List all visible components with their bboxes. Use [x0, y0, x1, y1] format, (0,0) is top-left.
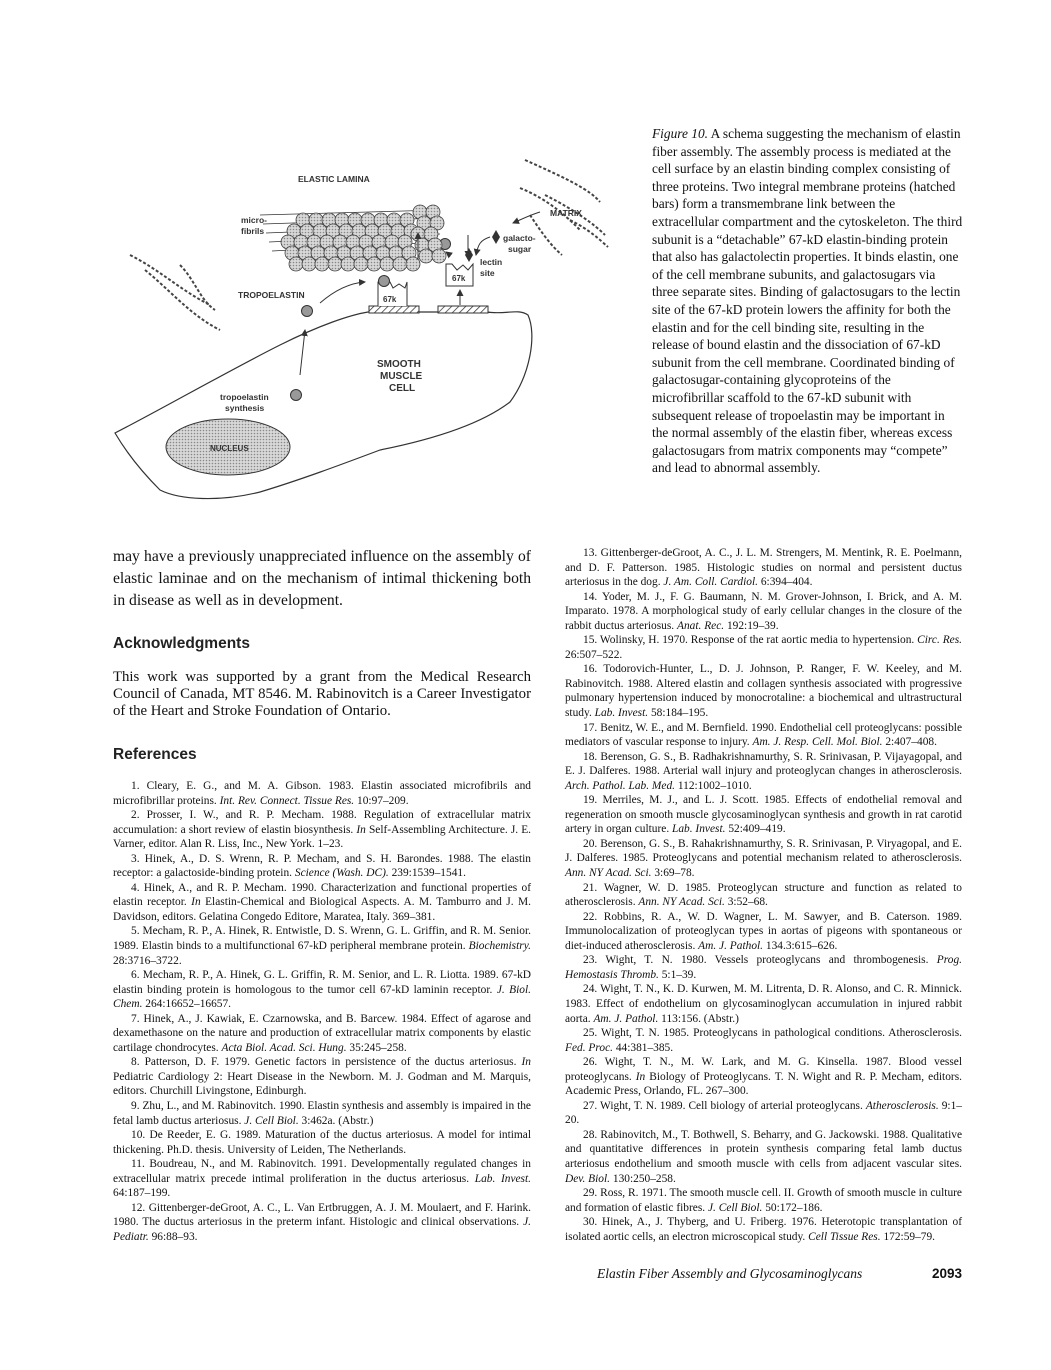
svg-text:SMOOTH: SMOOTH — [377, 359, 421, 370]
page-footer — [597, 1266, 962, 1282]
reference-journal: J. Biol. Chem. — [113, 983, 531, 1011]
reference-journal: Science (Wash. DC). — [294, 867, 389, 880]
reference-pre: 16. Todorovich-Hunter, L., D. J. Johnson, P. Ranger, F. W. Keeley, and M. Rabinovitch. 1988. Altered elastin and collagen synthesis associated with progressive pulmonary hypertension induced by monocrotaline: a biochemical and ultrastructural study. — [565, 663, 962, 720]
reference-pre: 3. Hinek, A., D. S. Wrenn, R. P. Mecham, and S. H. Barondes. 1988. The elastin receptor: a galactoside-binding protein. — [113, 852, 531, 880]
reference-post: 44:381–385. — [612, 1041, 674, 1054]
reference-post: Biology of Proteoglycans. T. N. Wight and R. P. Mecham, editors. Academic Press, Orlando, FL. 267–300. — [565, 1070, 962, 1098]
reference-item — [113, 1055, 531, 1099]
cell-outline — [115, 312, 532, 499]
reference-post: 172:59–79. — [880, 1230, 936, 1243]
reference-journal: In — [191, 896, 201, 909]
reference-pre: 28. Rabinovitch, M., T. Bothwell, S. Beharry, and G. Jackowski. 1988. Qualitative and quantitative differences in protein synthesis comparing fetal lamb ductus arteriosus endothelium and smooth muscle with cells from adjacent vascular sites. — [565, 1128, 962, 1170]
reference-item — [565, 953, 962, 982]
svg-text:sugar: sugar — [508, 244, 532, 254]
reference-pre: 20. Berenson, G. S., B. Rahakrishnamurthy, S. R. Srinivasan, P. Viryagopal, and E. J. Dalferes. 1985. Proteoglycans and potential mechanism related to atherosclerosis. — [565, 837, 962, 865]
reference-item — [113, 1157, 531, 1201]
lamina-elastin-globule — [367, 257, 381, 271]
reference-pre: 8. Patterson, D. F. 1979. Genetic factors in persistence of the ductus arteriosus. — [131, 1056, 522, 1069]
reference-post: 96:88–93. — [148, 1230, 198, 1243]
reference-item — [113, 1099, 531, 1128]
lamina-elastin-globule — [380, 257, 394, 271]
reference-post: 50:172–186. — [762, 1201, 823, 1214]
svg-text:lectin: lectin — [480, 257, 503, 267]
reference-post: 10:97–209. — [354, 794, 409, 807]
reference-pre: 30. Hinek, A., J. Thyberg, and U. Friberg. 1976. Heterotopic transplantation of isolated aortic cells, an electron microscopical study. — [565, 1216, 962, 1243]
reference-post: Pediatric Cardiology 2: Heart Disease in the Newborn. M. J. Godman and M. Marquis, editors. Churchill Livingstone, Edinburgh. — [113, 1070, 531, 1098]
reference-pre: 21. Wagner, W. D. 1985. Proteoglycan structure and function as related to atherosclerosis. — [565, 881, 962, 909]
reference-journal: In — [521, 1056, 531, 1069]
reference-journal: Lab. Invest. — [672, 823, 726, 836]
reference-post: 64:187–199. — [113, 1187, 171, 1200]
reference-item — [565, 1186, 962, 1215]
reference-journal: Am. J. Pathol. — [698, 939, 764, 952]
reference-pre: 10. De Reeder, E. G. 1989. Maturation of the ductus arteriosus. A model for intimal thickening. Ph.D. thesis. University of Leiden, The Netherlands. — [113, 1129, 531, 1156]
running-title: Elastin Fiber Assembly and Glycosaminoglycans — [597, 1266, 863, 1281]
reference-journal: Ann. NY Acad. Sci. — [565, 867, 652, 880]
reference-pre: 7. Hinek, A., J. Kawiak, E. Czarnowska, and B. Barcew. 1984. Effect of agarose and dexamethasone on the nature and production of extracellular matrix components by elastic cartilage chondrocytes. — [113, 1012, 531, 1054]
reference-item — [113, 968, 531, 1012]
reference-pre: 15. Wolinsky, H. 1970. Response of the rat aortic media to hypertension. — [583, 634, 918, 647]
reference-pre: 6. Mecham, R. P., A. Hinek, G. L. Griffin, R. M. Senior, and L. R. Liotta. 1989. 67-kD elastin binding protein is homologous to the tumor cell 67-kD laminin receptor. — [113, 969, 531, 996]
lamina-elastin-globule — [302, 257, 316, 271]
acknowledgments-heading: Acknowledgments — [113, 635, 250, 652]
reference-post: Self-Assembling Architecture. J. E. Varner, editor. Alan R. Liss, Inc., New York. 1–23. — [113, 823, 531, 851]
page-number: 2093 — [931, 1266, 962, 1281]
lamina-elastin-globule — [315, 257, 329, 271]
svg-text:MATRIX: MATRIX — [550, 208, 582, 218]
reference-journal: Am. J. Pathol. — [593, 1012, 659, 1025]
reference-journal: Atherosclerosis. — [865, 1099, 939, 1112]
reference-item — [113, 1128, 531, 1157]
reference-pre: 12. Gittenberger-deGroot, A. C., L. Van Ertbruggen, A. J. M. Moulaert, and F. Harink. 1980. The ductus arteriosus in the preterm infant. Histologic and clinical observations. — [113, 1201, 531, 1229]
svg-text:NUCLEUS — [210, 444, 249, 453]
reference-post: 26:507–522. — [565, 648, 623, 661]
reference-journal: Ann. NY Acad. Sci. — [638, 896, 725, 909]
reference-pre: 27. Wight, T. N. 1989. Cell biology of arterial proteoglycans. — [583, 1099, 866, 1112]
reference-item — [565, 1128, 962, 1186]
lamina-elastin-globule — [328, 257, 342, 271]
reference-pre: 29. Ross, R. 1971. The smooth muscle cell. II. Growth of smooth muscle in culture and formation of elastic fibres. — [565, 1187, 962, 1214]
svg-text:TROPOELASTIN: TROPOELASTIN — [238, 290, 305, 300]
reference-item — [565, 881, 962, 910]
reference-journal: Circ. Res. — [917, 634, 963, 647]
lamina-elastin-globule — [341, 257, 355, 271]
reference-item — [113, 924, 531, 968]
reference-item — [565, 1215, 962, 1244]
reference-post: 28:3716–3722. — [113, 954, 182, 967]
reference-item — [565, 721, 962, 750]
membrane-protein-left — [369, 306, 419, 313]
reference-pre: 5. Mecham, R. P., A. Hinek, R. Entwistle, D. S. Wrenn, G. L. Griffin, and R. M. Senior. 1989. Elastin binds to a multifunctional 67-kD peripheral membrane protein. — [113, 925, 531, 953]
reference-item — [113, 779, 531, 808]
left-column — [113, 546, 531, 1245]
reference-pre: 19. Merriles, M. J., and L. J. Scott. 1985. Effects of endothelial removal and regeneration on smooth muscle glycosaminoglycan synthesis and growth in rat carotid artery in organ culture. — [565, 794, 962, 836]
reference-journal: Anat. Rec. — [676, 619, 725, 632]
reference-item — [113, 852, 531, 881]
reference-post: 134.3:615–626. — [763, 939, 838, 952]
membrane-protein-right — [438, 306, 488, 313]
reference-post: Elastin-Chemical and Biological Aspects. A. M. Tamburro and J. M. Davidson, editors. Gelatina Congedo Editore, Maratea, Italy. 369–381. — [113, 896, 531, 923]
reference-item — [565, 1026, 962, 1055]
reference-item — [113, 1012, 531, 1056]
svg-text:CELL: CELL — [389, 383, 416, 394]
reference-pre: 9. Zhu, L., and M. Rabinovitch. 1990. Elastin synthesis and assembly is impaired in the fetal lamb ductus arteriosus. — [113, 1100, 531, 1127]
svg-text:ELASTIC LAMINA — [298, 174, 370, 184]
figure-label: Figure 10. — [652, 126, 709, 141]
reference-item — [565, 662, 962, 720]
reference-pre: 25. Wight, T. N. 1985. Proteoglycans in pathological conditions. Atherosclerosis. — [583, 1027, 962, 1040]
reference-post: 6:394–404. — [758, 576, 813, 589]
svg-text:micro-: micro- — [241, 215, 267, 225]
elastin-assembly-schema-figure — [100, 120, 650, 520]
label-elastic-lamina: ELASTIC LAMINA — [298, 174, 370, 184]
svg-text:fibrils: fibrils — [241, 226, 265, 236]
reference-item — [113, 808, 531, 852]
lamina-elastin-globule — [432, 249, 446, 263]
svg-text:MUSCLE: MUSCLE — [380, 371, 423, 382]
reference-journal: Am. J. Resp. Cell. Mol. Biol. — [752, 736, 883, 749]
svg-text:site: site — [480, 268, 495, 278]
reference-pre: 2. Prosser, I. W., and R. P. Mecham. 1988. Regulation of extracellular matrix accumulation: a short review of elastin biosynthesis. — [113, 809, 531, 836]
reference-pre: 22. Robbins, R. A., W. D. Wagner, L. M. Sawyer, and B. Caterson. 1989. Immunolocalization of proteoglycan types in aortas of pigeons with spontaneous or diet-induced atherosclerosis. — [565, 910, 962, 952]
reference-item — [565, 910, 962, 954]
references-list-left — [113, 779, 531, 1245]
reference-item — [565, 1055, 962, 1099]
reference-item — [565, 590, 962, 634]
reference-journal: In — [356, 823, 366, 836]
reference-pre: 1. Cleary, E. G., and M. A. Gibson. 1983. Elastin associated microfibrils and microfibrillar proteins. — [113, 780, 531, 807]
lamina-elastin-globule — [419, 249, 433, 263]
reference-pre: 13. Gittenberger-deGroot, A. C., J. L. M. Strengers, M. Mentink, R. E. Poelmann, and D. F. Patterson. 1985. Histologic studies on normal and persistent ductus arteriosus in the dog. — [565, 547, 962, 589]
reference-item — [565, 837, 962, 881]
svg-text:67k: 67k — [383, 295, 397, 304]
reference-journal: J. Cell Biol. — [244, 1114, 299, 1127]
reference-pre: 18. Berenson, G. S., B. Radhakrishnamurthy, S. R. Srinivasan, P. Vijayagopal, and E. J. Dalferes. 1988. Arterial wall injury and proteoglycan changes in atherosclerosis. — [565, 750, 962, 778]
reference-journal: Fed. Proc. — [565, 1041, 613, 1054]
references-list-right — [565, 546, 962, 1244]
reference-journal: J. Pediatr. — [113, 1216, 531, 1243]
reference-item — [565, 750, 962, 794]
reference-journal: Cell Tissue Res. — [808, 1230, 881, 1243]
reference-pre: 14. Yoder, M. J., F. G. Baumann, N. M. Grover-Johnson, I. Brick, and A. M. Imparato. 1978. A morphological study of early cellular changes in the closure of the rabbit ductus arteriosus. — [565, 590, 962, 632]
reference-journal: Arch. Pathol. Lab. Med. — [565, 779, 675, 792]
reference-post: 3:52–68. — [724, 896, 768, 909]
reference-journal: Dev. Biol. — [565, 1172, 611, 1185]
reference-post: 130:250–258. — [610, 1172, 676, 1185]
reference-post: 192:19–39. — [724, 619, 779, 632]
reference-journal: Acta Biol. Acad. Sci. Hung. — [221, 1041, 347, 1054]
reference-journal: Lab. Invest. — [474, 1172, 532, 1185]
reference-item — [565, 793, 962, 837]
bound-tropoelastin — [379, 276, 390, 287]
lamina-elastin-globule — [354, 257, 368, 271]
reference-post: 264:16652–16657. — [142, 998, 232, 1011]
reference-journal: Prog. Hemostasis Thromb. — [565, 954, 962, 981]
reference-journal: Biochemistry. — [468, 940, 531, 953]
reference-journal: J. Cell Biol. — [707, 1201, 763, 1214]
reference-journal: J. Am. Coll. Cardiol. — [663, 576, 759, 589]
right-column — [565, 546, 962, 1244]
reference-post: 2:407–408. — [882, 736, 937, 749]
reference-post: 9:1–20. — [565, 1099, 962, 1127]
reference-post: 3:462a. (Abstr.) — [298, 1114, 374, 1127]
reference-post: 239:1539–1541. — [388, 867, 466, 880]
reference-pre: 4. Hinek, A., and R. P. Mecham. 1990. Characterization and functional properties of elastin receptor. — [113, 881, 531, 909]
reference-journal: In — [635, 1070, 646, 1083]
reference-pre: 24. Wight, T. N., K. D. Kurwen, M. M. Litrenta, D. R. Alonso, and C. R. Minnick. 1983. Effect of endothelium on glycosaminoglycan accumulation in injured rabbit aorta. — [565, 983, 962, 1025]
reference-post: 113:156. (Abstr.) — [658, 1012, 739, 1025]
reference-post: 58:184–195. — [648, 707, 709, 720]
nucleus-label: NUCLEUS — [210, 444, 249, 453]
reference-item — [113, 881, 531, 925]
reference-item — [565, 1099, 962, 1128]
intro-paragraph: may have a previously unappreciated influence on the assembly of elastic laminae and on the mechanism of intimal thickening both in disease as well as in development. — [113, 548, 531, 609]
reference-post: 5:1–39. — [658, 968, 697, 981]
caption-text: A schema suggesting the mechanism of elastin fiber assembly. The assembly process is mediated at the cell surface by an elastin binding complex consisting of three proteins. Two integral membrane proteins (hatched bars) form a transmembrane link between the extracellular compartment and the cytoskeleton. The third subunit is a “detachable” 67-kD elastin-binding protein that also has galactolectin properties. It binds elastin, one of the cell membrane subunits, and galactosugars via three separate sites. Binding of galactosugars to the lectin site of the 67-kD protein lowers the affinity for both the elastin and for the cell binding site, resulting in the release of bound elastin and the dissociation of 67-kD subunit from the cell membrane. Coordinated binding of galactosugar-containing glycoproteins of the microfibrillar scaffold to the 67-kD subunit with subsequent release of tropoelastin may be important in the normal assembly of the elastin fiber, whereas excess galactosugars from matrix components may “compete” and lead to abnormal assembly. — [652, 126, 963, 476]
reference-post: 3:69–78. — [651, 867, 695, 880]
figure-caption — [652, 125, 964, 477]
svg-text:67k: 67k — [452, 274, 466, 283]
acknowledgments-text: This work was supported by a grant from the Medical Research Council of Canada, MT 8546. M. Rabinovitch is a Career Investigator of the Heart and Stroke Foundation of Ontario. — [113, 669, 531, 719]
reference-item — [565, 982, 962, 1026]
svg-text:synthesis: synthesis — [225, 403, 265, 413]
reference-journal: Lab. Invest. — [594, 707, 649, 720]
reference-pre: 17. Benitz, W. E., and M. Bernfield. 1990. Endothelial cell proteoglycans: possible mediators of vascular response to injury. — [565, 721, 962, 749]
reference-post: 35:245–258. — [346, 1041, 407, 1054]
lamina-elastin-globule — [289, 257, 303, 271]
reference-post: 112:1002–1010. — [675, 779, 752, 792]
references-heading: References — [113, 746, 197, 763]
galactosugar-diamond — [465, 248, 473, 262]
reference-item — [565, 546, 962, 590]
reference-pre: 23. Wight, T. N. 1980. Vessels proteoglycans and thrombogenesis. — [583, 954, 937, 967]
svg-text:tropoelastin: tropoelastin — [220, 392, 269, 402]
reference-post: 52:409–419. — [725, 823, 786, 836]
reference-item — [113, 1201, 531, 1245]
lamina-elastin-globule — [393, 257, 407, 271]
reference-pre: 26. Wight, T. N., M. W. Lark, and M. G. Kinsella. 1987. Blood vessel proteoglycans. — [565, 1056, 962, 1083]
svg-text:galacto-: galacto- — [503, 233, 536, 243]
reference-pre: 11. Boudreau, N., and M. Rabinovitch. 1991. Developmentally regulated changes in extracellular matrix precede intimal proliferation in the ductus arteriosus. — [113, 1158, 531, 1185]
reference-item — [565, 633, 962, 662]
reference-journal: Int. Rev. Connect. Tissue Res. — [219, 794, 355, 807]
